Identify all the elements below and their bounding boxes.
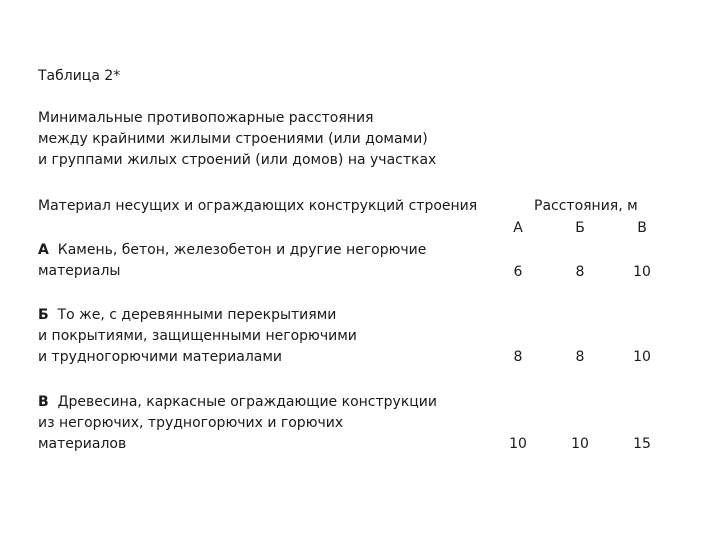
table-row-a — [38, 240, 426, 282]
column-header-b: Б — [575, 220, 585, 236]
material-column-header: Материал несущих и ограждающих конструкций строения — [38, 198, 478, 214]
distances-header: Расстояния, м — [534, 198, 638, 214]
cell-a-v: 10 — [633, 264, 651, 280]
table-label: Таблица 2* — [38, 68, 121, 84]
column-header-a: А — [513, 220, 523, 236]
cell-v-a: 10 — [509, 436, 527, 452]
row-text-line — [38, 305, 357, 326]
row-text: Древесина, каркасные ограждающие конструкции — [57, 394, 438, 410]
cell-b-b: 8 — [575, 349, 585, 365]
table-row-b — [38, 305, 357, 368]
cell-v-v: 15 — [633, 436, 651, 452]
cell-b-a: 8 — [513, 349, 523, 365]
column-header-v: В — [637, 220, 647, 236]
row-text-line — [38, 392, 437, 413]
caption-line: Минимальные противопожарные расстояния — [38, 110, 374, 126]
cell-v-b: 10 — [571, 436, 589, 452]
row-text-line: материалов — [38, 436, 127, 452]
row-text-line: и покрытиями, защищенными негорючими — [38, 328, 357, 344]
row-letter: Б — [38, 307, 49, 323]
row-text-line: из негорючих, трудногорючих и горючих — [38, 415, 344, 431]
caption-line: и группами жилых строений (или домов) на участках — [38, 152, 437, 168]
row-text: Камень, бетон, железобетон и другие негорючие — [57, 242, 427, 258]
cell-a-a: 6 — [513, 264, 523, 280]
row-text-line — [38, 240, 426, 261]
row-text-line: и трудногорючими материалами — [38, 349, 283, 365]
row-letter: А — [38, 242, 49, 258]
caption-line: между крайними жилыми строениями (или домами) — [38, 131, 428, 147]
table-caption — [38, 108, 436, 171]
cell-a-b: 8 — [575, 264, 585, 280]
row-text: То же, с деревянными перекрытиями — [57, 307, 337, 323]
table-row-v — [38, 392, 437, 455]
cell-b-v: 10 — [633, 349, 651, 365]
row-text-line: материалы — [38, 263, 121, 279]
row-letter: В — [38, 394, 49, 410]
